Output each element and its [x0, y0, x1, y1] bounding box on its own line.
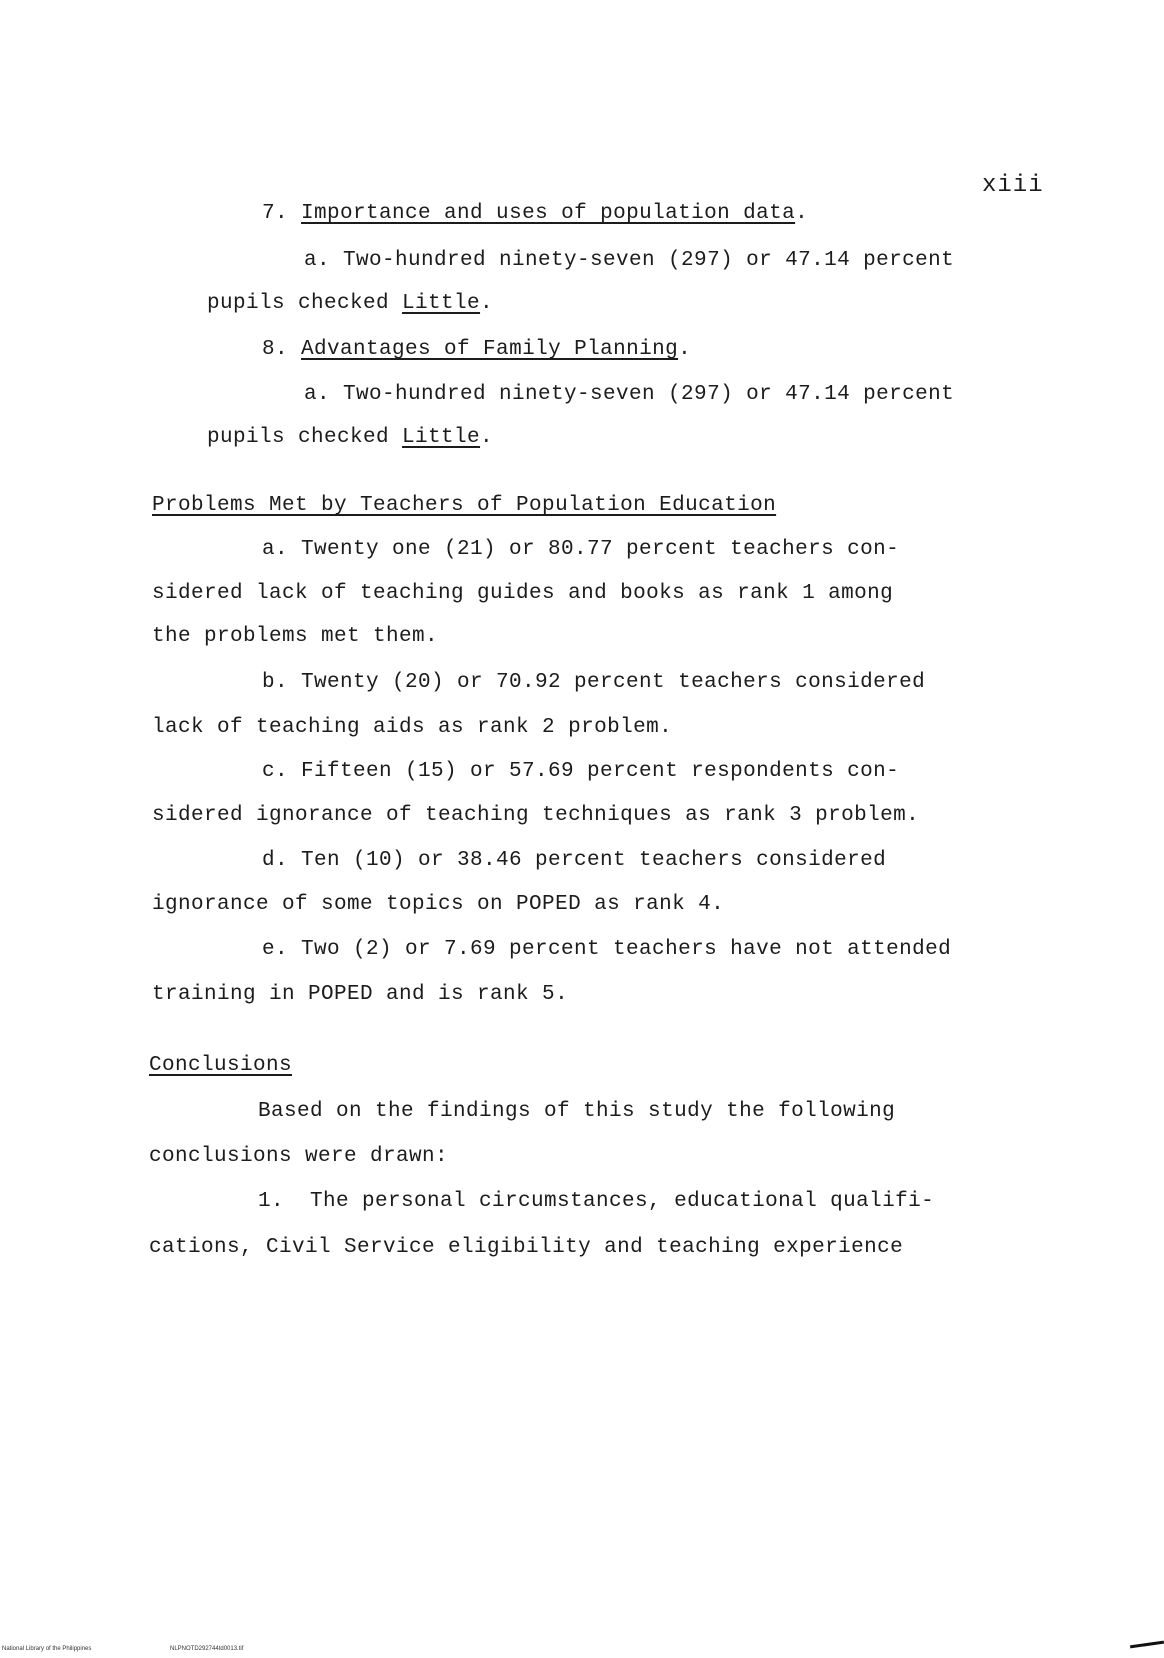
- problems-line: lack of teaching aids as rank 2 problem.: [152, 716, 673, 739]
- item-8-number: 8.: [262, 338, 289, 361]
- item-8-heading: [262, 337, 691, 363]
- conclusions-line: cations, Civil Service eligibility and teaching experience: [149, 1236, 904, 1259]
- item-8-a-continuation: [207, 425, 493, 451]
- page-number: xiii: [982, 172, 1044, 199]
- item-8-period: .: [678, 338, 692, 361]
- item-8-a-line: a. Two-hundred ninety-seven (297) or 47.14 percent: [304, 383, 955, 406]
- problems-line: ignorance of some topics on POPED as rank 4.: [152, 893, 725, 916]
- conclusions-heading: Conclusions: [149, 1054, 293, 1077]
- item-7-number: 7.: [262, 202, 289, 225]
- scan-edge-mark: [1130, 1641, 1164, 1649]
- footer-file-label: NLPNOTD292744td0013.tif: [170, 1646, 244, 1652]
- problems-line: d. Ten (10) or 38.46 percent teachers considered: [262, 849, 887, 872]
- item-8-a-text: pupils checked: [207, 426, 403, 449]
- conclusions-line: conclusions were drawn:: [149, 1145, 449, 1168]
- problems-line: training in POPED and is rank 5.: [152, 983, 569, 1006]
- item-7-little: Little: [402, 292, 481, 315]
- item-8-a-period: .: [480, 426, 494, 449]
- problems-line: sidered lack of teaching guides and books as rank 1 among: [152, 582, 894, 605]
- conclusions-line: 1. The personal circumstances, educational qualifi-: [258, 1190, 935, 1213]
- item-7-a-line: a. Two-hundred ninety-seven (297) or 47.14 percent: [304, 249, 955, 272]
- problems-line: a. Twenty one (21) or 80.77 percent teachers con-: [262, 538, 900, 561]
- problems-line: the problems met them.: [152, 625, 439, 648]
- problems-line: sidered ignorance of teaching techniques as rank 3 problem.: [152, 804, 920, 827]
- problems-heading: Problems Met by Teachers of Population Education: [152, 494, 777, 517]
- item-7-a-continuation: [207, 291, 493, 317]
- item-7-period: .: [795, 202, 809, 225]
- problems-line: e. Two (2) or 7.69 percent teachers have not attended: [262, 938, 952, 961]
- item-8-title: Advantages of Family Planning: [301, 338, 679, 361]
- item-7-a-period: .: [480, 292, 494, 315]
- problems-line: c. Fifteen (15) or 57.69 percent respondents con-: [262, 760, 900, 783]
- item-7-heading: [262, 201, 808, 227]
- footer-library-label: National Library of the Philippines: [2, 1646, 92, 1652]
- item-8-little: Little: [402, 426, 481, 449]
- problems-line: b. Twenty (20) or 70.92 percent teachers considered: [262, 671, 926, 694]
- conclusions-line: Based on the findings of this study the following: [258, 1100, 896, 1123]
- item-7-title: Importance and uses of population data: [301, 202, 796, 225]
- item-7-a-text: pupils checked: [207, 292, 403, 315]
